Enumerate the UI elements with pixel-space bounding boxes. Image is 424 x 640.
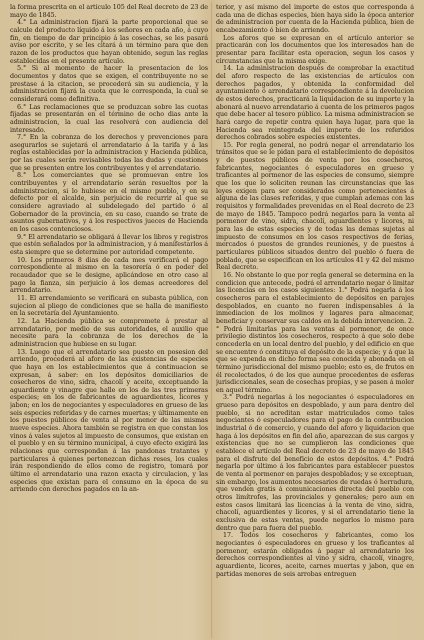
left-text-column [10, 4, 208, 634]
paragraph: 16. No obstante lo que por regla general se determina en la condicion que antecede, podrá el arrendatario negar ó limitar las licencias en los casos siguientes: 1.° Podrá negarla á los cosecheros para el establecimiento de depósitos en parajes despoblados, en cuanto no fueren indispensables á la inmediacion de los molinos y lagares para almacenar, beneficiar y conservar sus caldos en la debida intervencion. 2.° Podrá limitarlas para las ventas al pormenor, de once privilegio distintos los cosecheros, respecto á que solo debe concederla en un local dentro del pueblo, y del edificio en que se encuentre ó constituya el depósito de la especie; y á que la que se expenda en dicho forma sea conocida y abonada en el término jurisdiccional del mismo pueblo; esto es, de frutos en él recolectados, ó de los que aunque procedentes de esferas jurisdiccionales, sean de cosechas propias, y se pasen á moler en aquel término. [216, 271, 414, 394]
column-divider [211, 2, 212, 638]
paragraph: 12. La Hacienda pública se compromete á prestar al arrendatario, por medio de sus autoridades, el auxilio que necesite para la cobranza de los derechos de la administracion que hubiese en su lugar. [10, 317, 208, 348]
paragraph: 5.° Si al momento de hacer la presentacion de los documentos y datos que se exigen, el contribuyente no se prestase á la citacion, se procederá sin su audiencia, y la administracion fijará la cuota que le corresponda, la cual se considerará como definitiva. [10, 65, 208, 103]
paragraph: terior, y así mismo del importe de estos que corresponda á cada una de dichas especies, bien haya sido la época anterior de administracion por cuenta de la Hacienda pública, bien de encabezamiento ó bien de arriendo. [216, 4, 414, 34]
paragraph: 11. El arrendamiento se verificará en subasta pública, con sujecion al pliego de condiciones que se halla de manifiesto en la secretaría del Ayuntamiento. [10, 294, 208, 318]
paragraph: 3.° Podrá negarlas á los negociantes ó especuladores en grueso para depósitos en despoblado, y aun para dentro del pueblo, si no acreditan estar matriculados como tales negociantes ó especuladores para el pago de la contribucion industrial ó de comercio, y cuando del aforo y liquidacion que haga á los depósitos en fin del año, aparezcan de sus cargos y existencias que no se cumplieron las condiciones que establece el artículo del Real decreto de 23 de mayo de 1845 para el disfrute del beneficio de estos depósitos. 4.° Podrá negarla por último á los fabricantes para establecer puestos de venta al pormenor en parajes despoblados; y se exceptuan, sin embargo, los aumentos necesarios de ruedas ó herradura, que venden gratis á comunicaciones directa del pueblo con otros limítrofes, las provinciales y generales; pero aun en estos casos limitará las licencias á la venta de vino, sidra, chacolí, aguardientes y licores, y si el arrendatario tiene la exclusiva de estas ventas, puede negarlos lo mismo para dentro que para fuera del pueblo. [216, 394, 414, 532]
paragraph: 6.° Las reclamaciones que se produzcan sobre las cuotas fijadas se presentarán en el término de ocho dias ante la administracion, la cual las resolverá con audiencia del interesado. [10, 103, 208, 134]
paragraph: 13. Luego que el arrendatario sea puesto en posesion del arriendo, procederá al aforo de las existencias de especies que haya en los establecimientos que á continuacion se expresan, á saber: en los depósitos domiciliarios de cosecheros de vino, sidra, chacolí y aceite, exceptuando la aguardiente y vinagre que halle en los de las tres primeras especies; en los de fabricantes de aguardientes, licores y jabon; en los de negociantes y especuladores en grueso de las seis especies referidas y de carnes muertas; y últimamente en los puestos públicos de venta al por menor de las mismas nueve especies. Ahora también se registra en que constan los vinos á vales sujetos al impuesto de consumos, que existan en el pueblo y en su término municipal, á cuyo efecto exigirá las relaciones que correspondan á las pandonas tratantes y particulares á quienes pertenezcan dichas reses, los cuales irán respondiendo de ellos como de registro, tomará por último el arrendatario una razon exacta y circulacion, y las especies que existan para el consumo en la época de su arriendo con derechos pagados en la an- [10, 348, 208, 494]
paragraph: 9.° El arrendatario se obligará á llevar los libros y registros que estén señalados por la administracion, y á manifestarlos á esta siempre que se determine por autoridad competente. [10, 233, 208, 256]
paragraph: 7.° En la cobranza de los derechos y prevenciones para asegurarlos se sujetará el arrendatario á la tarifa y á las reglas establecidas por la administracion y Hacienda pública, por las cuales serán revisables todas las dudas y cuestiones que se presenten entre los contribuyentes y el arrendatario. [10, 134, 208, 172]
paragraph: 10. Los primeros 8 dias de cada mes verificará el pago correspondiente al mismo en la tesorería ó en poder del recaudador que se le designe, aplicándose en otro caso al pago la fianza, sin perjuicio á los demas acreedores del arrendatario. [10, 256, 208, 295]
paragraph: la forma prescrita en el artículo 105 del Real decreto de 23 de mayo de 1845. [10, 4, 208, 19]
paragraph: 4.° La administracion fijará la parte proporcional que se calcule del producto líquido á los señores en cada año, á cuyo fin, en tiempo de dar principio á las cosechas, se les pasará aviso por escrito, y se les citará á un término para que den razon de los productos que hayan obtenido, segun las reglas establecidas en el presente artículo. [10, 19, 208, 65]
paragraph: Los aforos que se expresan en el artículo anterior se practicarán con los documentos que los interesados han de presentar para facilitar esta operacion, segun los casos y circunstancias que la misma exige. [216, 34, 414, 65]
paragraph: 17. Todos los cosecheros y fabricantes, como los negociantes ó especuladores en grueso y los traficantes al pormenor, estarán obligados á pagar al arrendatario los derechos correspondientes al vino y sidra, chacolí, vinagre, aguardiente, licores, aceite, carnes muertas y jabon, que en partidas menores de seis arrobas entreguen [216, 532, 414, 578]
right-text-column [216, 4, 414, 634]
paragraph: 15. Por regla general, no podrá negar el arrendatario los tránsitos que se le pidan para el establecimiento de depósitos y de puestos públicos de venta por los cosecheros, fabricantes, negociantes ó especuladores en grueso y traficantes al pormenor de las especies de consumo, siempre que los que lo soliciten reunan las circunstancias que las leyes exigen para ser considerados como pertenecientes á alguna de las clases referidas, y que cumplan ademas con las requisitos y formalidades prevenidas en el Real decreto de 23 de mayo de 1845. Tampoco podrá negarlos para la venta al pormenor de vino, sidra, chacolí, aguardientes y licores, ni para las de estas especies y de todas las demas sujetas al impuesto de consumos en los casos respectivos de ferias, mercados ó puestos de grandes reuniones, y de puestos á particulares públicos situados dentro del pueblo ó fuera de poblado, que se especifican en los artículos 41 y 42 del mismo Real decreto. [216, 141, 414, 272]
paragraph: 8.° Los comerciantes que se promuevan entre los contribuyentes y el arrendatario serán resueltos por la administracion, si lo hubiese en el mismo pueblo, y en su defecto por el alcalde, sin perjuicio de recurrir al que se considere agraviado al subdelegado del partido ó al Gobernador de la provincia, en su caso, cuando se trate de asuntos gubernativos, y á los respectivos jueces de Hacienda en los casos contenciosos. [10, 172, 208, 234]
paragraph: 14. La administracion después de comprobar la exactitud del aforo respecto de las existencias de artículos con derechos pagados, y obtenida la conformidad del ayuntamiento ó arrendatario correspondiente á la devolucion de estos derechos, practicará la liquidacion de su importe y la abonará al nuevo arrendatario á cuenta de los primeros pagos que debe hacer al tesoro público. La misma administracion se hará cargo de repetir contra quien haya lugar, para que la Hacienda sea reintegrada del importe de los referidos derechos cobrados sobre especies existentes. [216, 65, 414, 142]
